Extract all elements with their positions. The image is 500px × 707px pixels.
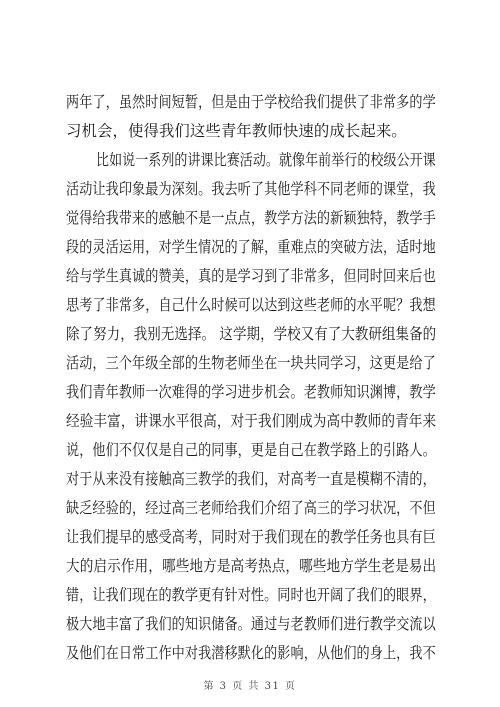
paragraph-line: 及他们在日常工作中对我潜移默化的影响，从他们的身上，我不 [66,644,436,662]
paragraph-line: 活动，三个年级全部的生物老师坐在一块共同学习，这更是给了 [66,354,436,372]
paragraph-line: 段的灵活运用，对学生情况的了解，重难点的突破方法，适时地 [66,238,436,256]
paragraph-line: 我们青年教师一次难得的学习进步机会。老教师知识渊博，教学 [66,383,436,401]
paragraph-line: 思考了非常多，自己什么时候可以达到这些老师的水平呢？我想 [66,296,436,314]
paragraph-line: 大的启示作用，哪些地方是高考热点，哪些地方学生老是易出 [66,557,437,575]
paragraph-line: 说，他们不仅仅是自己的同事，更是自己在教学路上的引路人。 [66,441,436,459]
paragraph-line: 缺乏经验的，经过高三老师给我们介绍了高三的学习状况，不但 [66,499,436,517]
paragraph-line: 错，让我们现在的教学更有针对性。同时也开阔了我们的眼界， [66,586,436,604]
paragraph-line: 除了努力，我别无选择。 这学期，学校又有了大教研组集备的 [66,325,437,343]
paragraph-line: 对于从来没有接触高三教学的我们，对高考一直是模糊不清的， [66,470,436,488]
paragraph-line: 让我们提早的感受高考，同时对于我们现在的教学任务也具有巨 [66,528,436,546]
paragraph-line: 经验丰富，讲课水平很高，对于我们刚成为高中教师的青年来 [66,412,437,430]
page-number-footer: 第 3 页 共 31 页 [203,681,297,692]
paragraph-line: 两年了，虽然时间短暂，但是由于学校给我们提供了非常多的学 [66,93,436,111]
paragraph-line: 给与学生真诚的赞美，真的是学习到了非常多，但同时回来后也 [66,267,436,285]
paragraph-line: 比如说一系列的讲课比赛活动。就像年前举行的校级公开课 [96,151,436,169]
paragraph-line: 觉得给我带来的感触不是一点点，教学方法的新颖独特，教学手 [66,209,436,227]
paragraph-line: 极大地丰富了我们的知识储备。通过与老教师们进行教学交流以 [66,615,436,633]
paragraph-line: 活动让我印象最为深刻。我去听了其他学科不同老师的课堂，我 [66,180,436,198]
paragraph-line: 习机会，使得我们这些青年教师快速的成长起来。 [66,122,407,140]
